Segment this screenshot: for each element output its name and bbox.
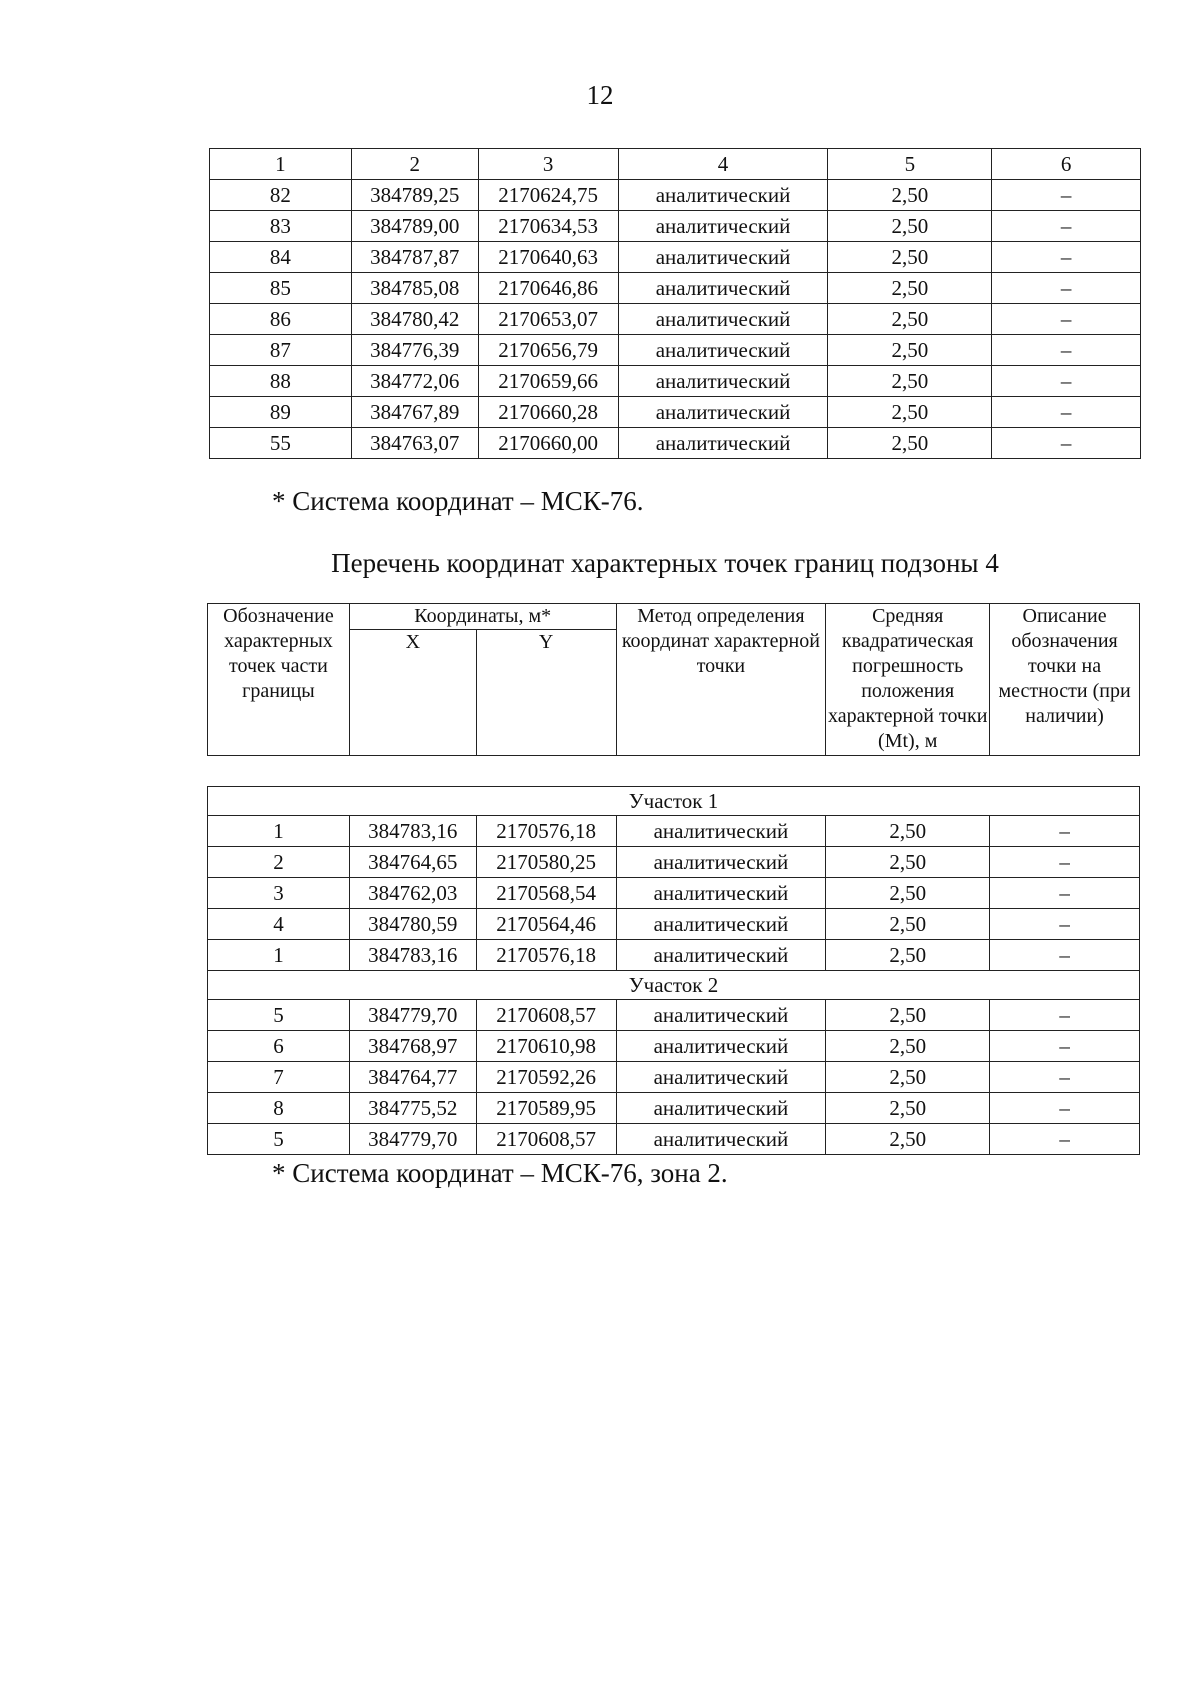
cell-description: – [992, 304, 1141, 335]
cell-description: – [990, 816, 1140, 847]
cell-coordinate-x: 384779,70 [349, 1124, 476, 1155]
cell-mean-error: 2,50 [826, 1000, 990, 1031]
cell-description: – [990, 940, 1140, 971]
cell-coordinate-y: 2170592,26 [476, 1062, 616, 1093]
cell-mean-error: 2,50 [826, 816, 990, 847]
cell-mean-error: 2,50 [828, 335, 992, 366]
table-row [210, 180, 1141, 211]
cell-mean-error: 2,50 [826, 1031, 990, 1062]
cell-description: – [990, 909, 1140, 940]
cell-description: – [992, 211, 1141, 242]
cell-method: аналитический [616, 816, 826, 847]
cell-method: аналитический [616, 1093, 826, 1124]
cell-mean-error: 2,50 [826, 1093, 990, 1124]
cell-description: – [990, 1031, 1140, 1062]
cell-mean-error: 2,50 [828, 428, 992, 459]
cell-description: – [992, 242, 1141, 273]
cell-method: аналитический [618, 397, 828, 428]
cell-coordinate-x: 384785,08 [351, 273, 478, 304]
cell-method: аналитический [618, 180, 828, 211]
cell-point-number: 87 [210, 335, 352, 366]
cell-point-number: 89 [210, 397, 352, 428]
cell-coordinate-x: 384789,00 [351, 211, 478, 242]
header-designation: Обозначение характерных точек части границы [208, 604, 350, 756]
table-row [208, 847, 1140, 878]
cell-mean-error: 2,50 [828, 242, 992, 273]
cell-point-number: 5 [208, 1000, 350, 1031]
cell-method: аналитический [618, 366, 828, 397]
table-row [210, 242, 1141, 273]
header-x: X [349, 630, 476, 756]
table-row [210, 397, 1141, 428]
section-row [208, 787, 1140, 816]
cell-point-number: 4 [208, 909, 350, 940]
cell-coordinate-y: 2170660,00 [478, 428, 618, 459]
cell-coordinate-x: 384783,16 [349, 816, 476, 847]
cell-description: – [990, 1000, 1140, 1031]
cell-method: аналитический [618, 211, 828, 242]
cell-coordinate-y: 2170660,28 [478, 397, 618, 428]
column-number-row [210, 149, 1141, 180]
page-number: 12 [586, 80, 614, 110]
cell-point-number: 55 [210, 428, 352, 459]
header-y: Y [476, 630, 616, 756]
cell-method: аналитический [618, 242, 828, 273]
cell-coordinate-x: 384780,59 [349, 909, 476, 940]
cell-coordinate-x: 384764,65 [349, 847, 476, 878]
cell-coordinate-y: 2170656,79 [478, 335, 618, 366]
table-title: Перечень координат характерных точек границ подзоны 4 [331, 548, 999, 578]
cell-method: аналитический [616, 1062, 826, 1093]
cell-method: аналитический [616, 1000, 826, 1031]
cell-coordinate-y: 2170610,98 [476, 1031, 616, 1062]
cell-point-number: 84 [210, 242, 352, 273]
cell-description: – [990, 1093, 1140, 1124]
table-row [210, 304, 1141, 335]
coordinate-system-note-zone: * Система координат – МСК-76, зона 2. [272, 1158, 728, 1188]
header-description: Описание обозначения точки на местности (при наличии) [990, 604, 1140, 756]
header-coordinates: Координаты, м* [349, 604, 616, 630]
table-row [210, 273, 1141, 304]
cell-method: аналитический [616, 847, 826, 878]
cell-method: аналитический [618, 304, 828, 335]
cell-coordinate-y: 2170564,46 [476, 909, 616, 940]
cell-mean-error: 2,50 [828, 211, 992, 242]
coordinate-system-note: * Система координат – МСК-76. [272, 486, 644, 516]
cell-mean-error: 2,50 [826, 940, 990, 971]
table-row [208, 940, 1140, 971]
cell-mean-error: 2,50 [826, 1124, 990, 1155]
column-number: 5 [828, 149, 992, 180]
cell-description: – [992, 180, 1141, 211]
cell-mean-error: 2,50 [826, 1062, 990, 1093]
cell-point-number: 83 [210, 211, 352, 242]
section-label: Участок 1 [208, 787, 1140, 816]
table-row [210, 335, 1141, 366]
table-row [208, 1000, 1140, 1031]
column-number: 2 [351, 149, 478, 180]
cell-coordinate-x: 384789,25 [351, 180, 478, 211]
column-number: 1 [210, 149, 352, 180]
subzone-4-coordinates-table [207, 603, 1140, 1155]
table-row [208, 909, 1140, 940]
cell-method: аналитический [616, 878, 826, 909]
cell-coordinate-x: 384764,77 [349, 1062, 476, 1093]
cell-method: аналитический [618, 428, 828, 459]
cell-point-number: 5 [208, 1124, 350, 1155]
coordinates-table-continued [209, 148, 1141, 459]
cell-mean-error: 2,50 [828, 180, 992, 211]
cell-coordinate-x: 384776,39 [351, 335, 478, 366]
cell-coordinate-x: 384772,06 [351, 366, 478, 397]
table-row [210, 428, 1141, 459]
cell-coordinate-x: 384780,42 [351, 304, 478, 335]
cell-point-number: 6 [208, 1031, 350, 1062]
cell-mean-error: 2,50 [828, 304, 992, 335]
cell-point-number: 2 [208, 847, 350, 878]
cell-coordinate-x: 384787,87 [351, 242, 478, 273]
cell-description: – [992, 366, 1141, 397]
cell-point-number: 1 [208, 940, 350, 971]
table-row [208, 1062, 1140, 1093]
table-row [208, 1093, 1140, 1124]
cell-description: – [990, 1124, 1140, 1155]
cell-coordinate-x: 384762,03 [349, 878, 476, 909]
header-method: Метод определения координат характерной точки [616, 604, 826, 756]
column-number: 3 [478, 149, 618, 180]
cell-method: аналитический [616, 909, 826, 940]
cell-coordinate-x: 384783,16 [349, 940, 476, 971]
cell-point-number: 86 [210, 304, 352, 335]
column-number: 4 [618, 149, 828, 180]
cell-method: аналитический [616, 1031, 826, 1062]
cell-coordinate-y: 2170576,18 [476, 816, 616, 847]
header-gap-cell [208, 756, 1140, 787]
cell-description: – [990, 847, 1140, 878]
cell-point-number: 82 [210, 180, 352, 211]
cell-description: – [990, 878, 1140, 909]
cell-coordinate-x: 384768,97 [349, 1031, 476, 1062]
cell-coordinate-y: 2170624,75 [478, 180, 618, 211]
cell-mean-error: 2,50 [828, 366, 992, 397]
cell-coordinate-x: 384779,70 [349, 1000, 476, 1031]
cell-mean-error: 2,50 [828, 273, 992, 304]
cell-coordinate-y: 2170576,18 [476, 940, 616, 971]
cell-method: аналитический [618, 273, 828, 304]
section-row [208, 971, 1140, 1000]
cell-mean-error: 2,50 [828, 397, 992, 428]
cell-point-number: 3 [208, 878, 350, 909]
cell-method: аналитический [616, 940, 826, 971]
cell-coordinate-y: 2170653,07 [478, 304, 618, 335]
table-row [208, 1031, 1140, 1062]
table-row [210, 211, 1141, 242]
cell-description: – [992, 273, 1141, 304]
cell-point-number: 85 [210, 273, 352, 304]
cell-point-number: 88 [210, 366, 352, 397]
cell-coordinate-y: 2170568,54 [476, 878, 616, 909]
column-number: 6 [992, 149, 1141, 180]
cell-coordinate-y: 2170589,95 [476, 1093, 616, 1124]
cell-coordinate-x: 384775,52 [349, 1093, 476, 1124]
cell-mean-error: 2,50 [826, 847, 990, 878]
table-row [208, 878, 1140, 909]
cell-coordinate-y: 2170608,57 [476, 1124, 616, 1155]
cell-mean-error: 2,50 [826, 909, 990, 940]
cell-coordinate-y: 2170580,25 [476, 847, 616, 878]
header-gap [208, 756, 1140, 787]
cell-description: – [992, 397, 1141, 428]
cell-coordinate-x: 384763,07 [351, 428, 478, 459]
cell-point-number: 7 [208, 1062, 350, 1093]
cell-coordinate-x: 384767,89 [351, 397, 478, 428]
section-label: Участок 2 [208, 971, 1140, 1000]
table-row [208, 816, 1140, 847]
cell-coordinate-y: 2170640,63 [478, 242, 618, 273]
cell-coordinate-y: 2170646,86 [478, 273, 618, 304]
cell-description: – [990, 1062, 1140, 1093]
cell-coordinate-y: 2170634,53 [478, 211, 618, 242]
table-row [208, 1124, 1140, 1155]
cell-description: – [992, 335, 1141, 366]
cell-description: – [992, 428, 1141, 459]
cell-coordinate-y: 2170659,66 [478, 366, 618, 397]
cell-mean-error: 2,50 [826, 878, 990, 909]
cell-point-number: 1 [208, 816, 350, 847]
cell-coordinate-y: 2170608,57 [476, 1000, 616, 1031]
cell-method: аналитический [616, 1124, 826, 1155]
cell-method: аналитический [618, 335, 828, 366]
table-row [210, 366, 1141, 397]
header-error: Средняя квадратическая погрешность положения характерной точки (Mt), м [826, 604, 990, 756]
cell-point-number: 8 [208, 1093, 350, 1124]
